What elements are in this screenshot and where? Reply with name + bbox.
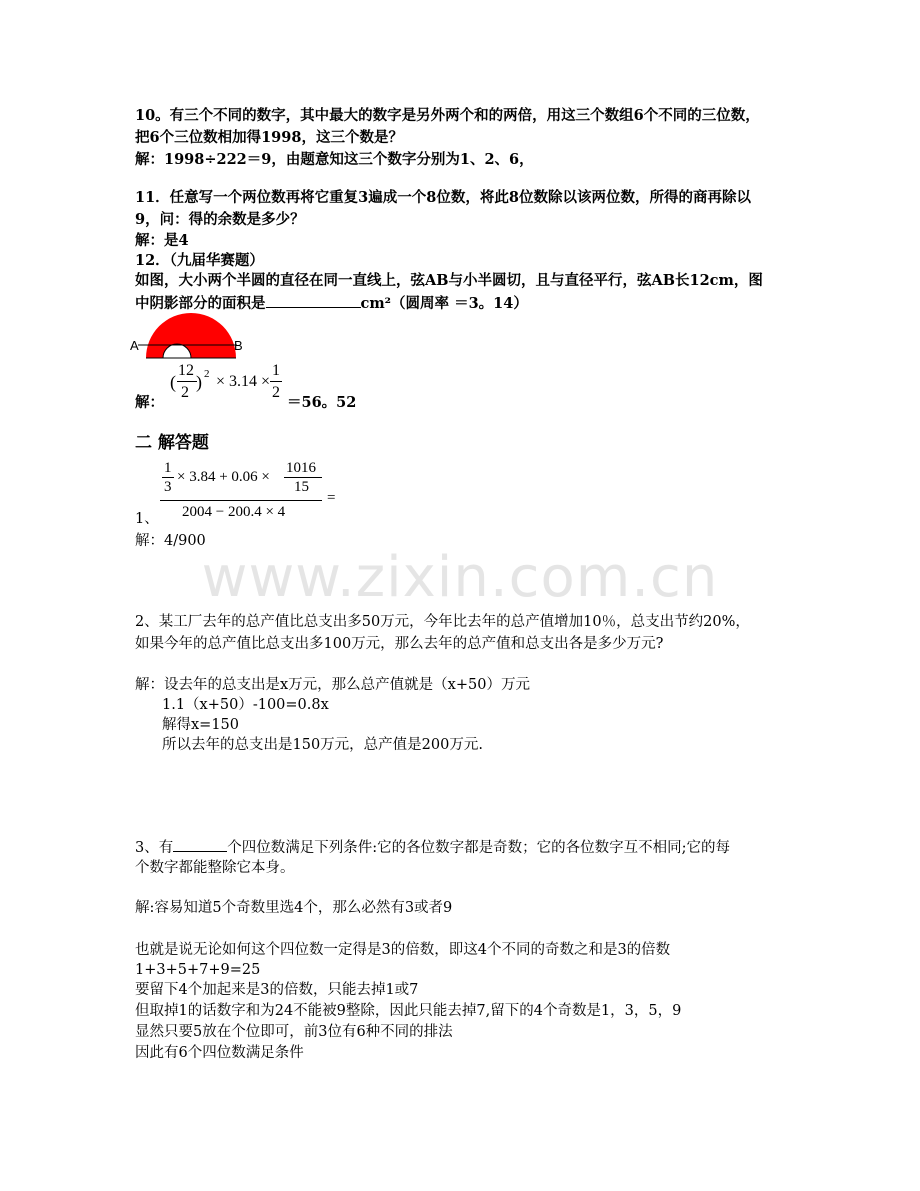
p3-line2: 个数字都能整除它本身。	[135, 860, 295, 876]
q10-line1: 10。有三个不同的数字，其中最大的数字是另外两个和的两倍，用这三个数组6个不同的三位数，	[135, 107, 760, 124]
p1-index: 1、	[135, 511, 159, 527]
p3-solution-1: 解:容易知道5个奇数里选4个，那么必然有3或者9	[135, 900, 453, 916]
p2-solution-3: 解得x=150	[162, 717, 240, 733]
semicircle-figure	[130, 305, 245, 365]
p2-solution-1: 解：设去年的总支出是x万元，那么总产值就是（x+50）万元	[135, 677, 530, 693]
q12-result: ＝56。52	[287, 394, 357, 411]
label-b: B	[234, 338, 243, 353]
p2-solution-2: 1.1（x+50）-100=0.8x	[162, 697, 329, 713]
f-mult: × 3.14 ×	[216, 373, 271, 390]
p3-solution-5: 但取掉1的话数字和为24不能被9整除，因此只能去掉7,留下的4个奇数是1，3，5，9	[135, 1003, 682, 1019]
p3-line1: 3、有 个四位数满足下列条件:它的各位数字都是奇数；它的各位数字互不相同;它的每	[135, 837, 730, 858]
p3-solution-3: 1+3+5+7+9=25	[135, 962, 261, 978]
q12-formula: ( 12 2 ) 2 × 3.14 × 1 2	[170, 362, 280, 401]
q10-line2: 把6个三位数相加得1998，这三个数是？	[135, 129, 403, 146]
q12-jie: 解：	[135, 394, 164, 411]
f-den: 2	[181, 384, 189, 401]
p2-line2: 如果今年的总产值比总支出多100万元，那么去年的总产值和总支出各是多少万元?	[135, 636, 664, 652]
p2-solution-4: 所以去年的总支出是150万元，总产值是200万元.	[162, 737, 483, 753]
answer-blank	[266, 293, 361, 308]
shaded-region	[146, 313, 236, 358]
p3-solution-2: 也就是说无论如何这个四位数一定得是3的倍数，即这4个不同的奇数之和是3的倍数	[135, 942, 671, 958]
half-num: 1	[272, 362, 280, 379]
p3-solution-7: 因此有6个四位数满足条件	[135, 1045, 304, 1061]
f-exp: 2	[204, 368, 210, 380]
q11-line1: 11．任意写一个两位数再将它重复3遍成一个8位数，将此8位数除以该两位数，所得的商再除以	[135, 189, 751, 206]
p3-solution-4: 要留下4个加起来是3的倍数，只能去掉1或7	[135, 982, 419, 998]
p3-solution-6: 显然只要5放在个位即可，前3位有6种不同的排法	[135, 1024, 453, 1040]
f-num: 12	[178, 362, 194, 379]
q12-line2: 中阴影部分的面积是 cm²（圆周率 ＝3。14）	[135, 295, 528, 312]
section-heading: 二 解答题	[135, 433, 209, 453]
p1-answer: 解：4/900	[135, 533, 206, 549]
q10-answer: 解：1998÷222＝9，由题意知这三个数字分别为1、2、6，	[135, 151, 534, 168]
half-den: 2	[272, 384, 280, 401]
q11-answer: 解：是4	[135, 232, 189, 249]
p1-formula: 1 3 × 3.84 + 0.06 × 1016 15 2004 − 200.4 × 4 =	[160, 458, 360, 528]
label-a: A	[130, 338, 139, 353]
p2-line1: 2、某工厂去年的总产值比总支出多50万元，今年比去年的总产值增加10％，总支出节约20%，	[135, 614, 750, 630]
q11-line2: 9，问：得的余数是多少？	[135, 211, 305, 228]
q12-line1: 如图，大小两个半圆的直径在同一直线上，弦AB与小半圆切，且与直径平行，弦AB长12cm，图	[135, 272, 763, 289]
answer-blank	[173, 837, 227, 852]
q12-title: 12．（九届华赛题）	[135, 252, 264, 269]
watermark: www.zixin.com.cn	[201, 545, 719, 610]
